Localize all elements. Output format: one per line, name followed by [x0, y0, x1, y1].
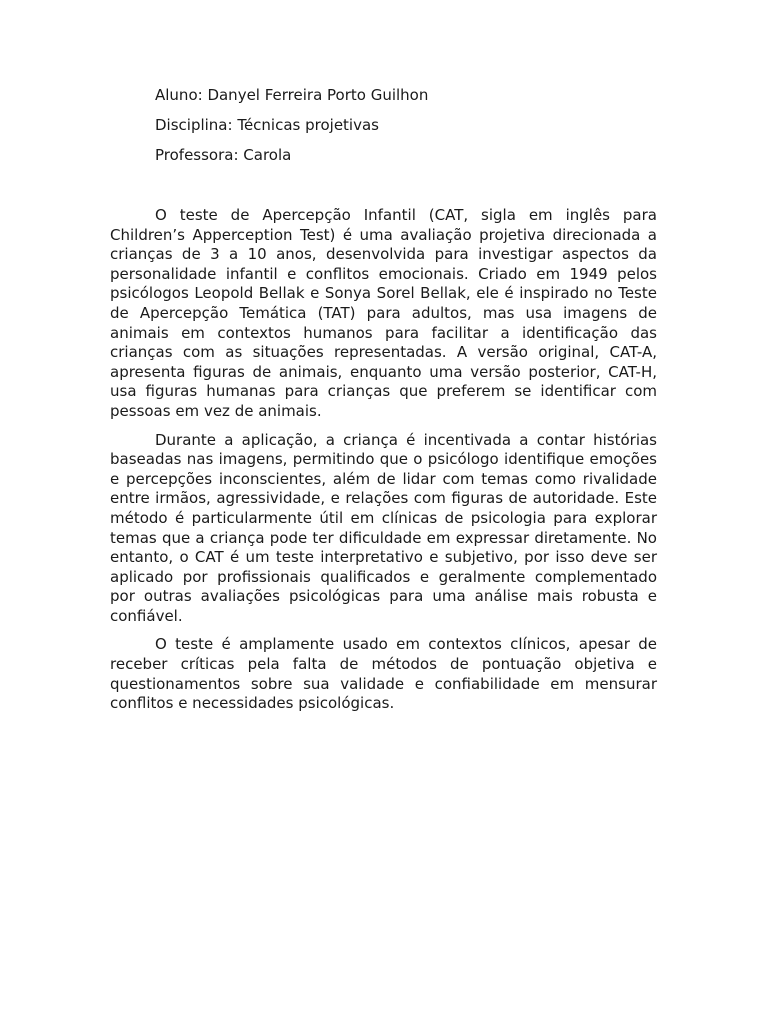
discipline-name: Disciplina: Técnicas projetivas — [155, 116, 379, 134]
paragraph-2: Durante a aplicação, a criança é incentivada a contar histórias baseadas nas imagens, permitindo que o psicólogo identifique emoções e percepções inconscientes, além de lidar com temas como rivalidade entre irmãos, agressividade, e relações com figuras de autoridade. Este método é particularmente útil em clínicas de psicologia para explorar temas que a criança pode ter dificuldade em expressar diretamente. No entanto, o CAT é um teste interpretativo e subjetivo, por isso deve ser aplicado por profissionais qualificados e geralmente complementado por outras avaliações psicológicas para uma análise mais robusta e confiável. — [110, 430, 657, 625]
paragraph-1: O teste de Apercepção Infantil (CAT, sigla em inglês para Children’s Apperception Test) é uma avaliação projetiva direcionada a crianças de 3 a 10 anos, desenvolvida para investigar aspectos da personalidade infantil e conflitos emocionais. Criado em 1949 pelos psicólogos Leopold Bellak e Sonya Sorel Bellak, ele é inspirado no Teste de Apercepção Temática (TAT) para adultos, mas usa imagens de animais em contextos humanos para facilitar a identificação das crianças com as situações representadas. A versão original, CAT-A, apresenta figuras de animais, enquanto uma versão posterior, CAT-H, usa figuras humanas para crianças que preferem se identificar com pessoas em vez de animais. — [110, 206, 657, 420]
paragraph-3: O teste é amplamente usado em contextos clínicos, apesar de receber críticas pela falta de métodos de pontuação objetiva e questionamentos sobre sua validade e confiabilidade em mensurar conflitos e necessidades psicológicas. — [110, 635, 657, 713]
document-page — [110, 84, 657, 714]
document-header — [110, 84, 657, 166]
document-body — [110, 206, 657, 714]
professor-name: Professora: Carola — [155, 146, 292, 164]
student-name: Aluno: Danyel Ferreira Porto Guilhon — [155, 86, 429, 104]
